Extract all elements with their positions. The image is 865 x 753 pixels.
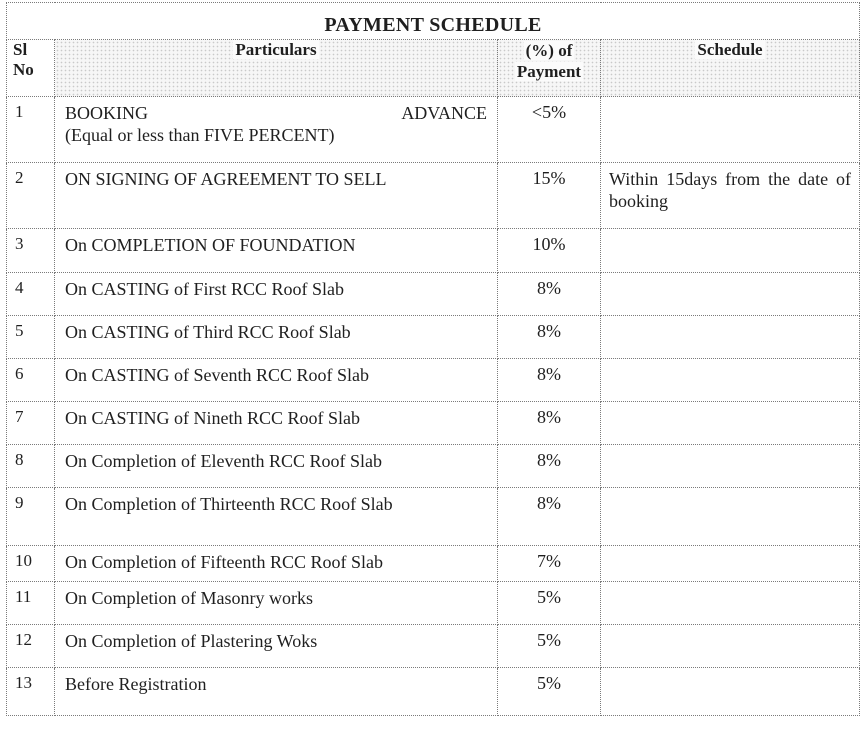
table-row — [7, 402, 860, 445]
row-particulars: On CASTING of Seventh RCC Roof Slab — [55, 359, 498, 402]
header-percent — [498, 40, 601, 97]
row-particulars — [55, 97, 498, 163]
row-schedule — [601, 582, 860, 625]
row-particulars: On CASTING of Nineth RCC Roof Slab — [55, 402, 498, 445]
row-particulars: On CASTING of First RCC Roof Slab — [55, 273, 498, 316]
row-particulars: On Completion of Masonry works — [55, 582, 498, 625]
row-percent: 5% — [498, 625, 601, 668]
row-schedule — [601, 97, 860, 163]
row-percent: 15% — [498, 163, 601, 229]
row-percent: 7% — [498, 546, 601, 582]
header-row — [7, 40, 860, 97]
row-sl-no: 6 — [7, 359, 55, 402]
row-schedule — [601, 273, 860, 316]
table-title-text: PAYMENT SCHEDULE — [324, 13, 542, 36]
row-percent: 5% — [498, 582, 601, 625]
row-sl-no: 5 — [7, 316, 55, 359]
row-sl-no: 4 — [7, 273, 55, 316]
row-sl-no: 8 — [7, 445, 55, 488]
row-particulars: On Completion of Fifteenth RCC Roof Slab — [55, 546, 498, 582]
header-percent-line1: (%) of — [525, 41, 573, 60]
table-title — [7, 3, 860, 40]
row-sl-no: 7 — [7, 402, 55, 445]
row-particulars-line2: (Equal or less than FIVE PERCENT) — [65, 125, 335, 145]
payment-schedule-document — [6, 2, 859, 748]
row-schedule: Within 15days from the date of booking — [601, 163, 860, 229]
row-sl-no: 11 — [7, 582, 55, 625]
row-sl-no: 13 — [7, 668, 55, 716]
row-schedule — [601, 229, 860, 273]
row-schedule — [601, 546, 860, 582]
payment-schedule-table — [6, 2, 860, 716]
header-schedule — [601, 40, 860, 97]
row-sl-no: 12 — [7, 625, 55, 668]
row-particulars-line1-left: BOOKING — [65, 103, 148, 123]
header-particulars-text: Particulars — [235, 40, 317, 59]
table-row — [7, 546, 860, 582]
table-row — [7, 445, 860, 488]
row-percent: 8% — [498, 488, 601, 546]
row-schedule — [601, 488, 860, 546]
table-row — [7, 163, 860, 229]
row-percent: 5% — [498, 668, 601, 716]
row-particulars: On COMPLETION OF FOUNDATION — [55, 229, 498, 273]
row-sl-no: 2 — [7, 163, 55, 229]
row-sl-no: 1 — [7, 97, 55, 163]
table-row — [7, 229, 860, 273]
row-schedule — [601, 668, 860, 716]
row-percent: 8% — [498, 316, 601, 359]
row-schedule — [601, 316, 860, 359]
row-schedule — [601, 402, 860, 445]
row-percent: 8% — [498, 402, 601, 445]
row-particulars: On CASTING of Third RCC Roof Slab — [55, 316, 498, 359]
header-sl-no-line1: Sl — [13, 40, 28, 59]
row-percent: 8% — [498, 359, 601, 402]
row-particulars: ON SIGNING OF AGREEMENT TO SELL — [55, 163, 498, 229]
table-row — [7, 582, 860, 625]
row-particulars: On Completion of Plastering Woks — [55, 625, 498, 668]
row-percent: <5% — [498, 97, 601, 163]
row-particulars: On Completion of Thirteenth RCC Roof Slab — [55, 488, 498, 546]
row-sl-no: 10 — [7, 546, 55, 582]
table-row — [7, 316, 860, 359]
row-particulars: On Completion of Eleventh RCC Roof Slab — [55, 445, 498, 488]
row-percent: 8% — [498, 445, 601, 488]
table-row — [7, 359, 860, 402]
row-schedule — [601, 359, 860, 402]
table-row — [7, 273, 860, 316]
header-particulars — [55, 40, 498, 97]
header-percent-line2: Payment — [516, 62, 582, 81]
row-sl-no: 3 — [7, 229, 55, 273]
table-row — [7, 668, 860, 716]
table-row — [7, 488, 860, 546]
row-particulars-line1-right: ADVANCE — [401, 103, 487, 123]
row-percent: 8% — [498, 273, 601, 316]
table-row — [7, 97, 860, 163]
row-percent: 10% — [498, 229, 601, 273]
row-schedule — [601, 445, 860, 488]
row-particulars: Before Registration — [55, 668, 498, 716]
header-schedule-text: Schedule — [697, 40, 763, 59]
header-sl-no — [7, 40, 55, 97]
table-row — [7, 625, 860, 668]
header-sl-no-line2: No — [13, 60, 34, 79]
row-schedule — [601, 625, 860, 668]
row-sl-no: 9 — [7, 488, 55, 546]
